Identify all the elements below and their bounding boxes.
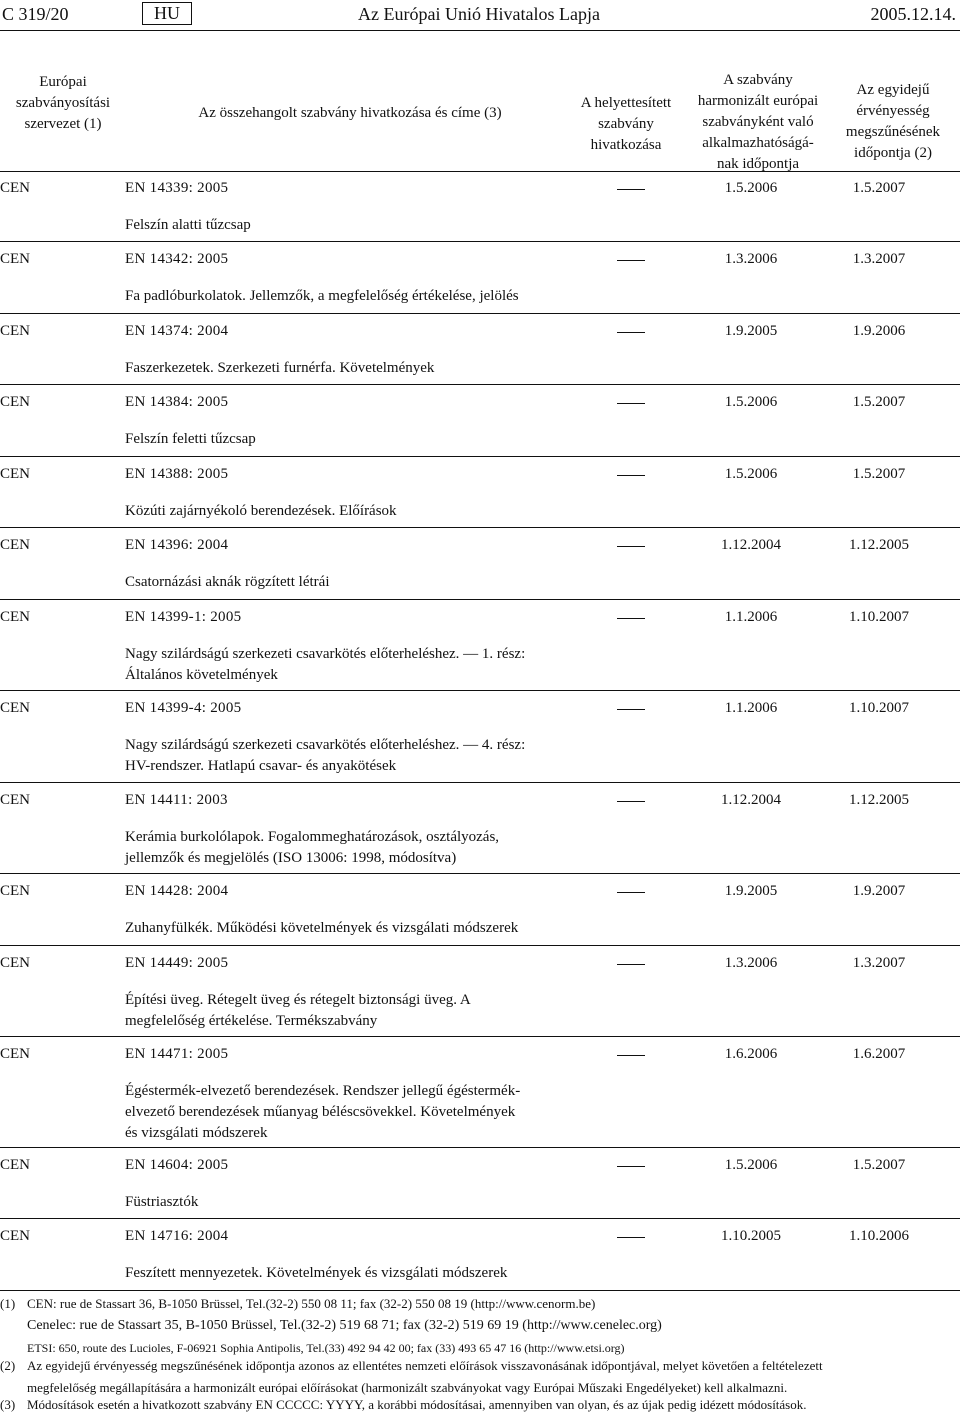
cessation-date-cell: 1.10.2007 bbox=[849, 609, 909, 625]
organisation-cell: CEN bbox=[0, 394, 30, 410]
applicability-date-cell: 1.5.2006 bbox=[724, 394, 778, 410]
standard-title-line: Építési üveg. Rétegelt üveg és rétegelt biztonsági üveg. A bbox=[125, 992, 471, 1008]
standard-title-line: Füstriasztók bbox=[125, 1194, 199, 1210]
standard-reference-cell: EN 14471: 2005 bbox=[125, 1046, 229, 1062]
cessation-date-cell: 1.10.2006 bbox=[849, 1228, 909, 1244]
standard-title-line: jellemzők és megjelölés (ISO 13006: 1998, módosítva) bbox=[125, 850, 457, 866]
standard-title-line: Közúti zajárnyékoló berendezések. Előírások bbox=[125, 503, 397, 519]
row-divider bbox=[0, 1218, 960, 1219]
column-header-applicability-date-line: szabványként való bbox=[702, 114, 814, 130]
replaced-standard-dash bbox=[617, 332, 645, 333]
row-divider bbox=[0, 313, 960, 314]
replaced-standard-dash bbox=[617, 964, 645, 965]
footnote-1-etsi: ETSI: 650, route des Lucioles, F-06921 Sophia Antipolis, Tel.(33) 492 94 42 00; fax (33) 493 65 47 16 (http://www.etsi.org) bbox=[27, 1341, 625, 1355]
standard-title-line: Fa padlóburkolatok. Jellemzők, a megfelelőség értékelése, jelölés bbox=[125, 288, 519, 304]
footnote-2-mark: (2) bbox=[0, 1358, 16, 1373]
applicability-date-cell: 1.9.2005 bbox=[724, 883, 778, 899]
footnote-2-line-2: megfelelőség megállapítására a harmonizált európai előírásokat (harmonizált szabványokat vagy Európai Műszaki Engedélyeket) kell alkalmazni. bbox=[27, 1380, 788, 1395]
column-header-applicability-date-line: A szabvány bbox=[723, 72, 793, 88]
column-header-organisation-line: szabványosítási bbox=[15, 95, 111, 111]
cessation-date-cell: 1.5.2007 bbox=[852, 466, 906, 482]
replaced-standard-dash bbox=[617, 1055, 645, 1056]
column-header-replaced bbox=[560, 93, 692, 156]
standard-reference-cell: EN 14384: 2005 bbox=[125, 394, 229, 410]
standard-title-cell bbox=[125, 572, 553, 593]
replaced-standard-dash bbox=[617, 475, 645, 476]
language-code-box: HU bbox=[142, 2, 192, 25]
applicability-date-cell: 1.9.2005 bbox=[724, 323, 778, 339]
column-header-applicability-date-line: alkalmazhatóságá- bbox=[702, 135, 814, 151]
organisation-cell: CEN bbox=[0, 1157, 30, 1173]
standard-title-line: Feszített mennyezetek. Követelmények és vizsgálati módszerek bbox=[125, 1265, 508, 1281]
column-header-cessation-date bbox=[832, 80, 954, 164]
applicability-date-cell: 1.12.2004 bbox=[721, 537, 781, 553]
row-divider bbox=[0, 1290, 960, 1291]
standard-reference-cell: EN 14428: 2004 bbox=[125, 883, 229, 899]
row-divider bbox=[0, 599, 960, 600]
standard-title-cell bbox=[125, 358, 553, 379]
row-divider bbox=[0, 241, 960, 242]
standard-title-cell bbox=[125, 429, 553, 450]
standard-reference-cell: EN 14342: 2005 bbox=[125, 251, 229, 267]
standard-title-cell bbox=[125, 990, 553, 1032]
cessation-date-cell: 1.10.2007 bbox=[849, 700, 909, 716]
column-header-cessation-date-line: megszűnésének bbox=[845, 124, 941, 140]
column-header-organisation-line: szervezet (1) bbox=[24, 116, 102, 132]
applicability-date-cell: 1.10.2005 bbox=[721, 1228, 781, 1244]
row-divider bbox=[0, 873, 960, 874]
organisation-cell: CEN bbox=[0, 180, 30, 196]
organisation-cell: CEN bbox=[0, 537, 30, 553]
cessation-date-cell: 1.6.2007 bbox=[852, 1046, 906, 1062]
footnote-3-text: Módosítások esetén a hivatkozott szabvány EN CCCCC: YYYY, a korábbi módosításai, amennyiben van olyan, és az újak pedig idézett módosítások. bbox=[27, 1397, 807, 1412]
standard-title-line: Felszín alatti tűzcsap bbox=[125, 217, 251, 233]
applicability-date-cell: 1.3.2006 bbox=[724, 955, 778, 971]
column-header-applicability-date-line: nak időpontja bbox=[716, 156, 800, 172]
cessation-date-cell: 1.9.2007 bbox=[852, 883, 906, 899]
standard-title-line: Égéstermék-elvezető berendezések. Rendszer jellegű égéstermék- bbox=[125, 1083, 521, 1099]
replaced-standard-dash bbox=[617, 892, 645, 893]
standard-title-line: Nagy szilárdságú szerkezeti csavarkötés előterheléshez. — 4. rész: bbox=[125, 737, 526, 753]
column-header-replaced-line: A helyettesített bbox=[580, 95, 672, 111]
cessation-date-cell: 1.5.2007 bbox=[852, 1157, 906, 1173]
column-header-organisation bbox=[8, 72, 118, 135]
page-header bbox=[0, 0, 960, 30]
replaced-standard-dash bbox=[617, 801, 645, 802]
column-header-standard-text: Az összehangolt szabvány hivatkozása és címe (3) bbox=[198, 105, 502, 121]
standard-reference-cell: EN 14411: 2003 bbox=[125, 792, 228, 808]
replaced-standard-dash bbox=[617, 709, 645, 710]
column-header-replaced-line: hivatkozása bbox=[590, 137, 662, 153]
journal-title: Az Európai Unió Hivatalos Lapja bbox=[358, 4, 600, 24]
standard-title-line: Általános követelmények bbox=[125, 667, 278, 683]
applicability-date-cell: 1.5.2006 bbox=[724, 1157, 778, 1173]
standard-title-cell bbox=[125, 827, 553, 869]
replaced-standard-dash bbox=[617, 618, 645, 619]
column-header-standard bbox=[150, 103, 550, 124]
applicability-date-cell: 1.5.2006 bbox=[724, 466, 778, 482]
standard-reference-cell: EN 14374: 2004 bbox=[125, 323, 229, 339]
applicability-date-cell: 1.6.2006 bbox=[724, 1046, 778, 1062]
organisation-cell: CEN bbox=[0, 323, 30, 339]
standard-reference-cell: EN 14339: 2005 bbox=[125, 180, 229, 196]
standard-reference-cell: EN 14399-4: 2005 bbox=[125, 700, 242, 716]
column-header-replaced-line: szabvány bbox=[598, 116, 654, 132]
cessation-date-cell: 1.12.2005 bbox=[849, 792, 909, 808]
standard-title-line: Faszerkezetek. Szerkezeti furnérfa. Követelmények bbox=[125, 360, 435, 376]
standard-title-cell bbox=[125, 501, 553, 522]
footnote-2-line-1: Az egyidejű érvényesség megszűnésének időpontja azonos az ellentétes nemzeti előírások visszavonásának időpontjával, melyet követően a feltételezett bbox=[27, 1358, 823, 1373]
table-header-rule bbox=[0, 171, 960, 172]
replaced-standard-dash bbox=[617, 403, 645, 404]
standard-title-line: HV-rendszer. Hatlapú csavar- és anyakötések bbox=[125, 758, 397, 774]
standard-title-cell bbox=[125, 735, 553, 777]
column-header-applicability-date bbox=[690, 70, 826, 175]
standard-title-line: Csatornázási aknák rögzített létrái bbox=[125, 574, 330, 590]
cessation-date-cell: 1.12.2005 bbox=[849, 537, 909, 553]
standard-title-line: Zuhanyfülkék. Működési követelmények és vizsgálati módszerek bbox=[125, 920, 519, 936]
row-divider bbox=[0, 384, 960, 385]
standard-reference-cell: EN 14396: 2004 bbox=[125, 537, 229, 553]
standard-reference-cell: EN 14449: 2005 bbox=[125, 955, 229, 971]
standard-title-cell bbox=[125, 1081, 553, 1144]
applicability-date-cell: 1.1.2006 bbox=[724, 700, 778, 716]
publication-date: 2005.12.14. bbox=[870, 4, 956, 24]
row-divider bbox=[0, 1036, 960, 1037]
standard-title-cell bbox=[125, 215, 553, 236]
organisation-cell: CEN bbox=[0, 883, 30, 899]
standard-reference-cell: EN 14716: 2004 bbox=[125, 1228, 229, 1244]
column-header-applicability-date-line: harmonizált európai bbox=[697, 93, 819, 109]
standard-title-line: megfelelőség értékelése. Termékszabvány bbox=[125, 1013, 378, 1029]
column-header-cessation-date-line: érvényesség bbox=[856, 103, 930, 119]
column-header-cessation-date-line: időpontja (2) bbox=[854, 145, 932, 161]
row-divider bbox=[0, 945, 960, 946]
page-reference: C 319/20 bbox=[2, 4, 69, 24]
standard-title-line: és vizsgálati módszerek bbox=[125, 1125, 268, 1141]
organisation-cell: CEN bbox=[0, 609, 30, 625]
replaced-standard-dash bbox=[617, 260, 645, 261]
applicability-date-cell: 1.5.2006 bbox=[724, 180, 778, 196]
header-rule bbox=[0, 30, 960, 31]
organisation-cell: CEN bbox=[0, 792, 30, 808]
footnote-1-cen: CEN: rue de Stassart 36, B-1050 Brüssel, Tel.(32-2) 550 08 11; fax (32-2) 550 08 19 (http://www.cenorm.be) bbox=[27, 1296, 596, 1311]
standard-title-line: Kerámia burkolólapok. Fogalommeghatározások, osztályozás, bbox=[125, 829, 500, 845]
row-divider bbox=[0, 1147, 960, 1148]
organisation-cell: CEN bbox=[0, 466, 30, 482]
applicability-date-cell: 1.12.2004 bbox=[721, 792, 781, 808]
row-divider bbox=[0, 690, 960, 691]
standard-title-line: elvezető berendezések műanyag béléscsövekkel. Követelmények bbox=[125, 1104, 516, 1120]
standard-title-line: Nagy szilárdságú szerkezeti csavarkötés előterheléshez. — 1. rész: bbox=[125, 646, 526, 662]
footnote-1-cenelec: Cenelec: rue de Stassart 35, B-1050 Brüssel, Tel.(32-2) 519 68 71; fax (32-2) 519 69 19 (http://www.cenelec.org) bbox=[27, 1318, 662, 1333]
cessation-date-cell: 1.5.2007 bbox=[852, 394, 906, 410]
footnote-1-mark: (1) bbox=[0, 1296, 16, 1311]
cessation-date-cell: 1.3.2007 bbox=[852, 251, 906, 267]
standard-title-cell bbox=[125, 286, 553, 307]
cessation-date-cell: 1.5.2007 bbox=[852, 180, 906, 196]
replaced-standard-dash bbox=[617, 546, 645, 547]
standard-reference-cell: EN 14604: 2005 bbox=[125, 1157, 229, 1173]
cessation-date-cell: 1.3.2007 bbox=[852, 955, 906, 971]
organisation-cell: CEN bbox=[0, 955, 30, 971]
standard-title-cell bbox=[125, 644, 553, 686]
organisation-cell: CEN bbox=[0, 700, 30, 716]
cessation-date-cell: 1.9.2006 bbox=[852, 323, 906, 339]
row-divider bbox=[0, 456, 960, 457]
standard-title-line: Felszín feletti tűzcsap bbox=[125, 431, 256, 447]
organisation-cell: CEN bbox=[0, 1046, 30, 1062]
replaced-standard-dash bbox=[617, 1237, 645, 1238]
standard-title-cell bbox=[125, 918, 553, 939]
replaced-standard-dash bbox=[617, 189, 645, 190]
organisation-cell: CEN bbox=[0, 1228, 30, 1244]
standard-reference-cell: EN 14388: 2005 bbox=[125, 466, 229, 482]
standard-title-cell bbox=[125, 1192, 553, 1213]
applicability-date-cell: 1.1.2006 bbox=[724, 609, 778, 625]
row-divider bbox=[0, 782, 960, 783]
standard-reference-cell: EN 14399-1: 2005 bbox=[125, 609, 242, 625]
column-header-organisation-line: Európai bbox=[39, 74, 87, 90]
row-divider bbox=[0, 527, 960, 528]
replaced-standard-dash bbox=[617, 1166, 645, 1167]
column-header-cessation-date-line: Az egyidejű bbox=[856, 82, 930, 98]
organisation-cell: CEN bbox=[0, 251, 30, 267]
applicability-date-cell: 1.3.2006 bbox=[724, 251, 778, 267]
footnote-3-mark: (3) bbox=[0, 1397, 16, 1412]
standard-title-cell bbox=[125, 1263, 553, 1284]
